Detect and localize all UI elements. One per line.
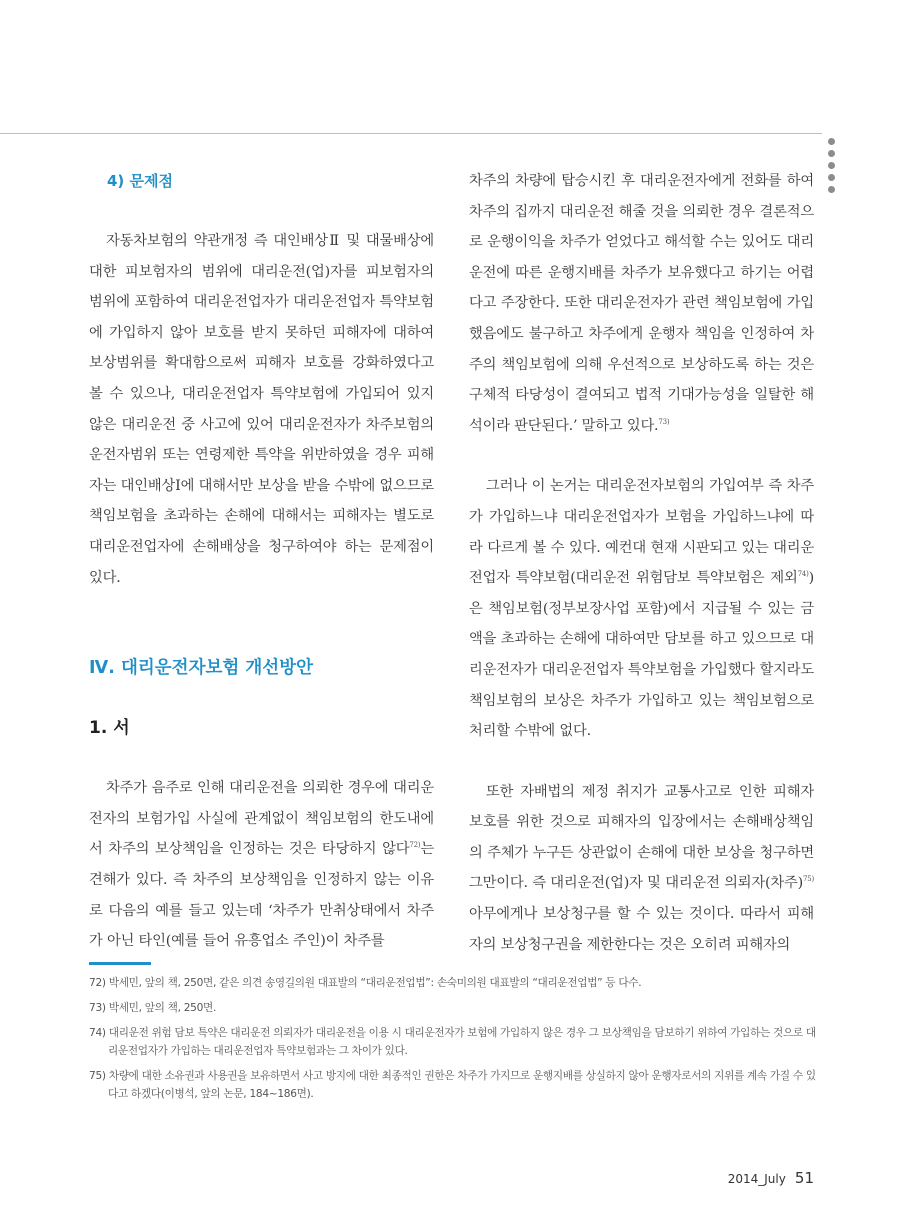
page-footer xyxy=(728,1168,814,1187)
footnote-72: 72) 박세민, 앞의 책, 250면, 같은 의견 송영길의원 대표발의 “대리운전업법”: 손숙미의원 대표발의 “대리운전업법” 등 다수. xyxy=(89,977,642,989)
footnote-74: 74) 대리운전 위험 담보 특약은 대리운전 의뢰자가 대리운전을 이용 시 대리운전자가 보험에 가입하지 않은 경우 그 보상책임을 담보하기 위하여 가입하는 것으로 대리운전업자가 가입하는 대리운전업자 특약보험과는 그 차이가 있다. xyxy=(89,1027,816,1057)
footnote-ref-72[interactable]: 72) xyxy=(409,841,421,850)
section-heading: 1. 서 xyxy=(89,718,130,739)
paragraph-argument-text-a: 그러나 이 논거는 대리운전자보험의 가입여부 즉 차주가 가입하느냐 대리운전업자가 보험을 가입하느냐에 따라 다르게 볼 수 있다. 예컨대 현재 시판되고 있는 대리운전업자 특약보험(대리운전 위험담보 특약보험은 제외 xyxy=(469,478,814,587)
paragraph-intro-text-b: 는 견해가 있다. 즉 차주의 보상책임을 인정하지 않는 이유로 다음의 예를 들고 있는데 ‘차주가 만취상태에서 차주가 아닌 타인(예를 들어 유흥업소 주인)이 차주를 xyxy=(89,841,434,950)
footnote-ref-73[interactable]: 73) xyxy=(658,417,670,426)
paragraph-purpose-text-b: 아무에게나 보상청구를 할 수 있는 것이다. 따라서 피해자의 보상청구권을 제한한다는 것은 오히려 피해자의 xyxy=(469,906,814,953)
issue-label: 2014_July xyxy=(727,1172,786,1186)
paragraph-intro-text-a: 차주가 음주로 인해 대리운전을 의뢰한 경우에 대리운전자의 보험가입 사실에 관계없이 책임보험의 한도내에서 차주의 보상책임을 인정하는 것은 타당하지 않다 xyxy=(89,780,434,858)
right-column xyxy=(469,166,814,960)
dot-icon xyxy=(828,186,835,193)
chapter-heading: Ⅳ. 대리운전자보험 개선방안 xyxy=(89,658,314,679)
paragraph-argument xyxy=(469,471,814,746)
paragraph-continued-text: 차주의 차량에 탑승시킨 후 대리운전자에게 전화를 하여 차주의 집까지 대리운전 해줄 것을 의뢰한 경우 결론적으로 운행이익을 차주가 얻었다고 해석할 수는 있어도 대리운전에 따른 운행지배를 차주가 보유했다고 하기는 어렵다고 주장한다. 또한 대리운전자가 관련 책임보험에 가입했음에도 불구하고 차주에게 운행자 책임을 인정하여 차주의 책임보험에 의해 우선적으로 보상하도록 하는 것은 구체적 타당성이 결여되고 법적 기대가능성을 일탈한 해석이라 판단된다.’ 말하고 있다. xyxy=(469,173,814,434)
header-rule xyxy=(0,133,822,134)
paragraph-issue: 자동차보험의 약관개정 즉 대인배상Ⅱ 및 대물배상에 대한 피보험자의 범위에 대리운전(업)자를 피보험자의 범위에 포함하여 대리운전업자가 대리운전업자 특약보험에 가입하지 않아 보호를 받지 못하던 피해자에 대하여 보상범위를 확대함으로써 피해자 보호를 강화하였다고 볼 수 있으나, 대리운전업자 특약보험에 가입되어 있지 않은 대리운전 중 사고에 있어 대리운전자가 차주보험의 운전자범위 또는 연령제한 특약을 위반하였을 경우 피해자는 대인배상Ⅰ에 대해서만 보상을 받을 수밖에 없으므로 책임보험을 초과하는 손해에 대해서는 피해자는 별도로 대리운전업자에 손해배상을 청구하여야 하는 문제점이 있다. xyxy=(89,233,434,586)
footnote-ref-74[interactable]: 74) xyxy=(797,570,809,579)
page-number: 51 xyxy=(794,1169,814,1187)
paragraph-purpose xyxy=(469,777,814,961)
footnote-ref-75[interactable]: 75) xyxy=(802,875,814,884)
paragraph-continued xyxy=(469,166,814,441)
dot-icon xyxy=(828,150,835,157)
footnote-rule xyxy=(89,962,151,965)
paragraph-argument-text-b: )은 책임보험(정부보장사업 포함)에서 지급될 수 있는 금액을 초과하는 손해에 대하여만 담보를 하고 있으므로 대리운전자가 대리운전업자 특약보험을 가입했다 할지라도 책임보험의 보상은 차주가 가입하고 있는 책임보험으로 처리할 수밖에 없다. xyxy=(469,570,814,740)
dot-icon xyxy=(828,174,835,181)
subsection-heading-issue: 4) 문제점 xyxy=(107,172,173,190)
footnotes xyxy=(89,974,819,1110)
paragraph-intro xyxy=(89,773,434,957)
footnote-75: 75) 차량에 대한 소유권과 사용권을 보유하면서 사고 방지에 대한 최종적인 권한은 차주가 가지므로 운행지배를 상실하지 않아 운행자로서의 지위를 계속 가질 수 있다고 하겠다(이병석, 앞의 논문, 184~186면). xyxy=(89,1070,816,1100)
footnote-73: 73) 박세민, 앞의 책, 250면. xyxy=(89,1002,217,1014)
paragraph-purpose-text-a: 또한 자배법의 제정 취지가 교통사고로 인한 피해자 보호를 위한 것으로 피해자의 입장에서는 손해배상책임의 주체가 누구든 상관없이 손해에 대한 보상을 청구하면 그만이다. 즉 대리운전(업)자 및 대리운전 의뢰자(차주) xyxy=(469,783,814,892)
decorative-dots xyxy=(828,138,840,198)
dot-icon xyxy=(828,162,835,169)
left-column xyxy=(89,166,434,957)
dot-icon xyxy=(828,138,835,145)
